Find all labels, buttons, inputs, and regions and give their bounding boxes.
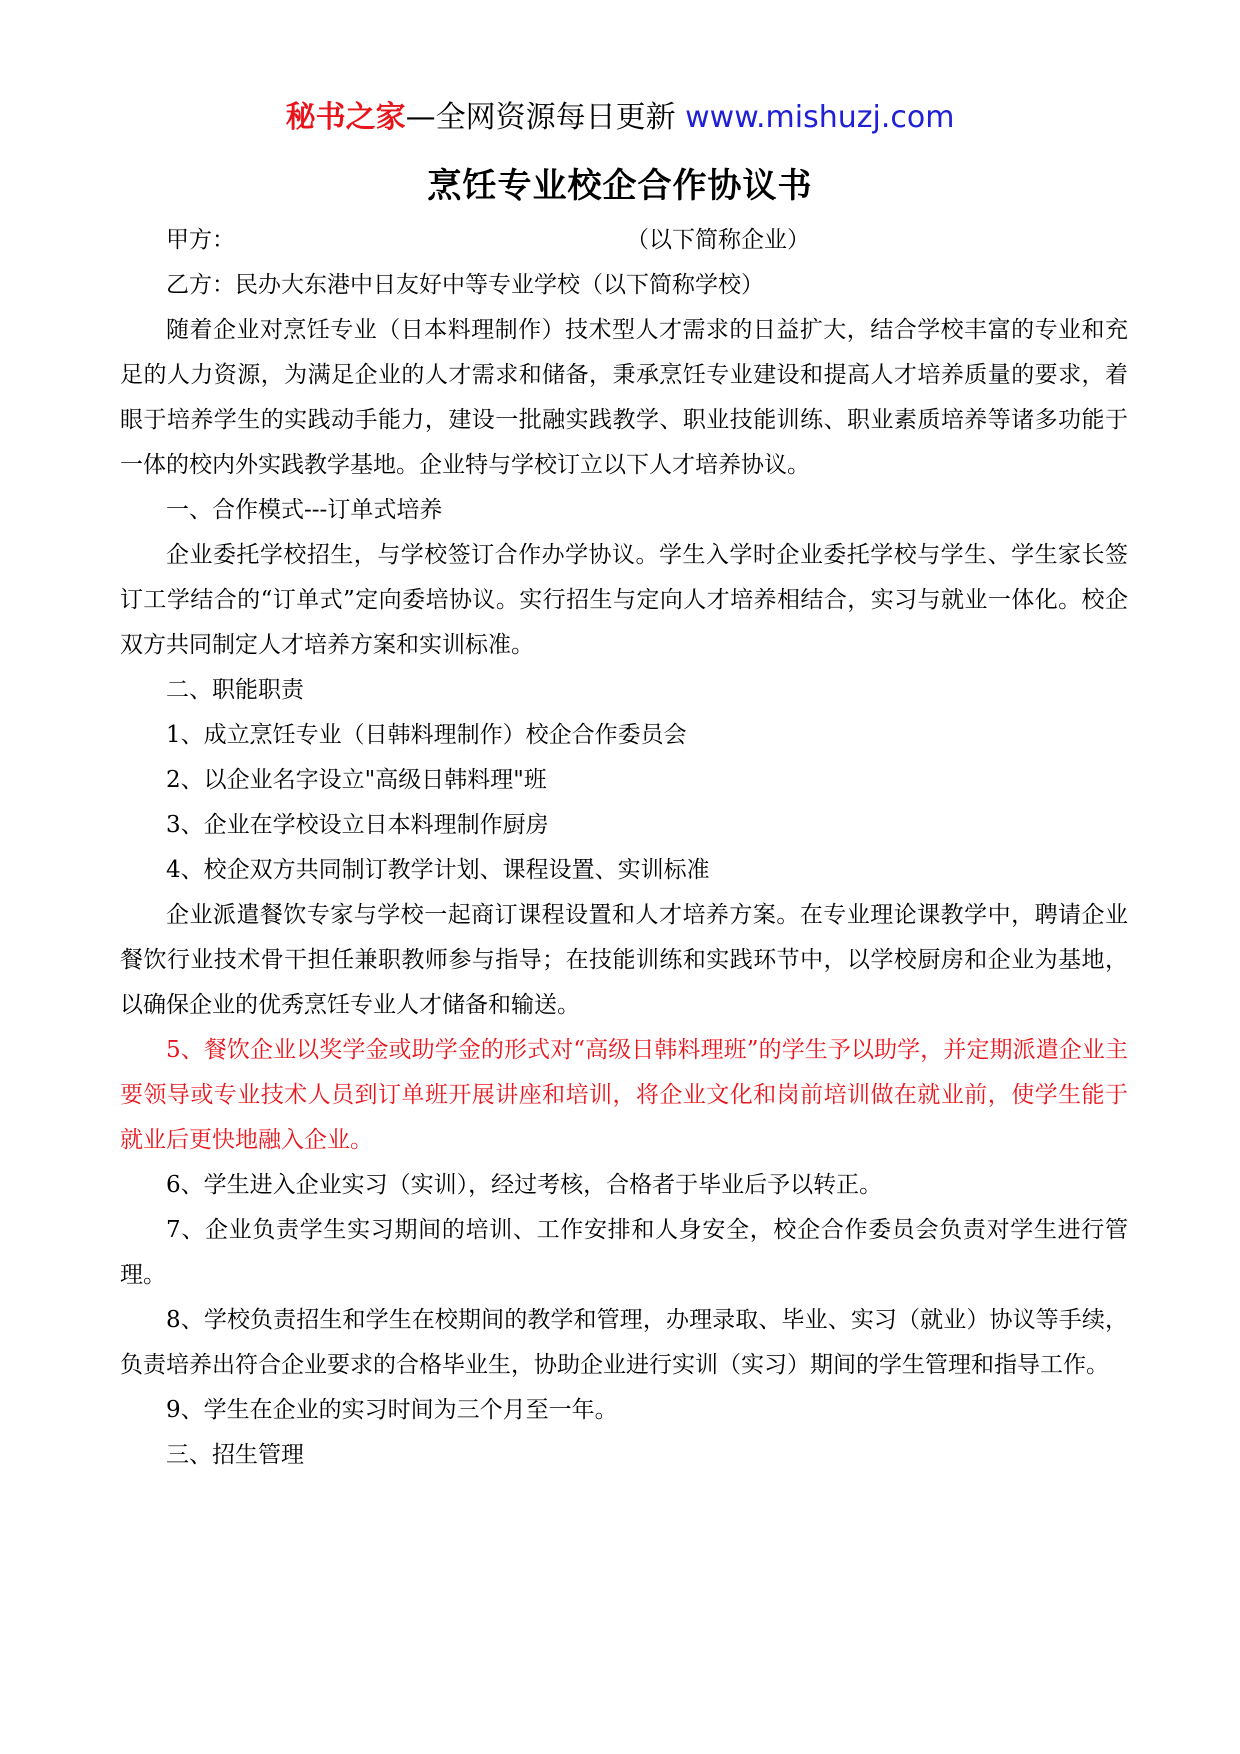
duty-item-9: 9、学生在企业的实习时间为三个月至一年。: [166, 1397, 618, 1423]
duty-item-7: 7、企业负责学生实习期间的培训、工作安排和人身安全，校企合作委员会负责对学生进行管理。: [120, 1217, 1128, 1288]
duty-item-6: 6、学生进入企业实习（实训），经过考核，合格者于毕业后予以转正。: [166, 1172, 883, 1198]
banner-brand: 秘书之家: [285, 100, 406, 135]
party-a-note: （以下简称企业）: [626, 227, 810, 253]
section1-paragraph: 企业委托学校招生，与学校签订合作办学协议。学生入学时企业委托学校与学生、学生家长签订工学结合的“订单式”定向委培协议。实行招生与定向人才培养相结合，实习与就业一体化。校企双方共同制定人才培养方案和实训标准。: [120, 542, 1128, 658]
duty-item-2: 2、以企业名字设立"高级日韩料理"班: [166, 767, 547, 793]
duty-item-5-highlight: 5、餐饮企业以奖学金或助学金的形式对“高级日韩料理班”的学生予以助学，并定期派遣企业主要领导或专业技术人员到订单班开展讲座和培训，将企业文化和岗前培训做在就业前，使学生能于就业后更快地融入企业。: [120, 1037, 1128, 1153]
duty-item-8: 8、学校负责招生和学生在校期间的教学和管理，办理录取、毕业、实习（就业）协议等手续，负责培养出符合企业要求的合格毕业生，协助企业进行实训（实习）期间的学生管理和指导工作。: [120, 1307, 1128, 1378]
intro-paragraph: 随着企业对烹饪专业（日本料理制作）技术型人才需求的日益扩大，结合学校丰富的专业和充足的人力资源，为满足企业的人才需求和储备，秉承烹饪专业建设和提高人才培养质量的要求，着眼于培养学生的实践动手能力，建设一批融实践教学、职业技能训练、职业素质培养等诸多功能于一体的校内外实践教学基地。企业特与学校订立以下人才培养协议。: [120, 317, 1128, 478]
site-banner: [0, 98, 1240, 138]
duty-item-4: 4、校企双方共同制订教学计划、课程设置、实训标准: [166, 857, 710, 883]
party-b-line: 乙方：民办大东港中日友好中等专业学校（以下简称学校）: [166, 272, 764, 298]
duty-item-4-paragraph: 企业派遣餐饮专家与学校一起商订课程设置和人才培养方案。在专业理论课教学中，聘请企业餐饮行业技术骨干担任兼职教师参与指导；在技能训练和实践环节中，以学校厨房和企业为基地，以确保企业的优秀烹饪专业人才储备和输送。: [120, 902, 1128, 1018]
banner-url-link[interactable]: www.mishuzj.com: [685, 100, 955, 135]
document-body: [120, 218, 1128, 1478]
section1-heading: 一、合作模式---订单式培养: [166, 497, 443, 523]
banner-slogan: —全网资源每日更新: [405, 100, 676, 135]
document-title: 烹饪专业校企合作协议书: [427, 166, 813, 206]
duty-item-3: 3、企业在学校设立日本料理制作厨房: [166, 812, 549, 838]
party-a-label: 甲方：: [166, 227, 235, 253]
duty-item-1: 1、成立烹饪专业（日韩料理制作）校企合作委员会: [166, 722, 687, 748]
section2-heading: 二、职能职责: [166, 677, 304, 703]
party-a-line: [120, 218, 1128, 263]
section3-heading: 三、招生管理: [166, 1442, 304, 1468]
